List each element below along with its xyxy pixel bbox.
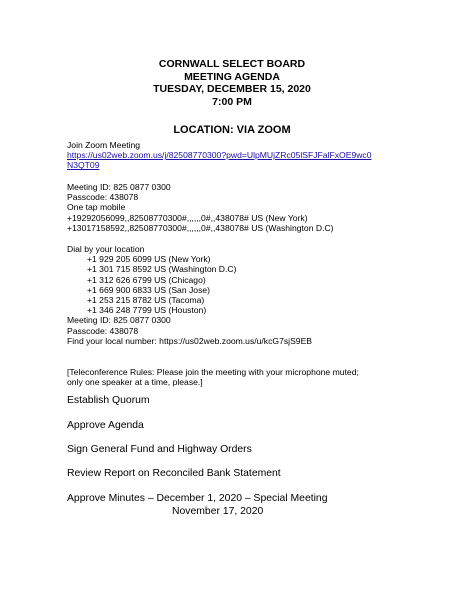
dial-in-block bbox=[67, 244, 312, 346]
dial-number: +1 312 626 6799 US (Chicago) bbox=[87, 274, 206, 285]
meeting-date: TUESDAY, DECEMBER 15, 2020 bbox=[153, 83, 311, 95]
agenda-item-approve-agenda: Approve Agenda bbox=[67, 420, 144, 431]
meeting-time: 7:00 PM bbox=[212, 95, 252, 108]
dial-number: +1 346 248 7799 US (Houston) bbox=[87, 305, 207, 316]
passcode-repeat: Passcode: 438078 bbox=[67, 325, 139, 336]
teleconference-rules bbox=[67, 367, 359, 388]
zoom-join-link[interactable]: https://us02web.zoom.us/j/82508770300?pwd=UlpMUjZRc05lSFJFalFxOE9wc0 bbox=[67, 150, 372, 161]
meeting-id-repeat: Meeting ID: 825 0877 0300 bbox=[67, 315, 171, 326]
one-tap-number-new-york: +19292056099,,82508770300#,,,,,,0#,,438078# US (New York) bbox=[67, 212, 308, 223]
one-tap-number-washington: +13017158592,,82508770300#,,,,,,0#,,438078# US (Washington D.C) bbox=[67, 222, 334, 233]
one-tap-label: One tap mobile bbox=[67, 202, 126, 213]
local-number-link: Find your local number: https://us02web.zoom.us/u/kcG7sjS9EB bbox=[67, 335, 313, 346]
dial-number: +1 929 205 6099 US (New York) bbox=[87, 254, 211, 265]
rules-line: [Teleconference Rules: Please join the meeting with your microphone muted; bbox=[67, 367, 359, 377]
agenda-item-approve-minutes: Approve Minutes – December 1, 2020 – Special Meeting bbox=[67, 493, 328, 504]
dial-number: +1 301 715 8592 US (Washington D.C) bbox=[87, 264, 237, 275]
zoom-details-block bbox=[67, 182, 334, 233]
agenda-item-sign-orders: Sign General Fund and Highway Orders bbox=[67, 444, 252, 455]
meeting-location: LOCATION: VIA ZOOM bbox=[173, 124, 291, 136]
dial-number: +1 253 215 8782 US (Tacoma) bbox=[87, 295, 205, 306]
document-title: MEETING AGENDA bbox=[184, 70, 280, 83]
dial-number: +1 669 900 6833 US (San Jose) bbox=[87, 284, 211, 295]
board-name: CORNWALL SELECT BOARD bbox=[158, 58, 306, 70]
passcode: Passcode: 438078 bbox=[67, 192, 139, 203]
zoom-join-link-continued[interactable]: N3QT09 bbox=[67, 160, 100, 171]
minutes-date-november: November 17, 2020 bbox=[172, 506, 264, 517]
dial-by-location-label: Dial by your location bbox=[67, 244, 145, 254]
rules-line: only one speaker at a time, please.] bbox=[67, 377, 203, 388]
agenda-item-bank-statement: Review Report on Reconciled Bank Statement bbox=[67, 468, 281, 479]
join-zoom-label: Join Zoom Meeting bbox=[67, 140, 141, 150]
agenda-header bbox=[0, 58, 464, 108]
agenda-item-establish-quorum: Establish Quorum bbox=[67, 395, 150, 406]
zoom-join-block bbox=[67, 140, 372, 171]
meeting-id: Meeting ID: 825 0877 0300 bbox=[67, 182, 171, 192]
